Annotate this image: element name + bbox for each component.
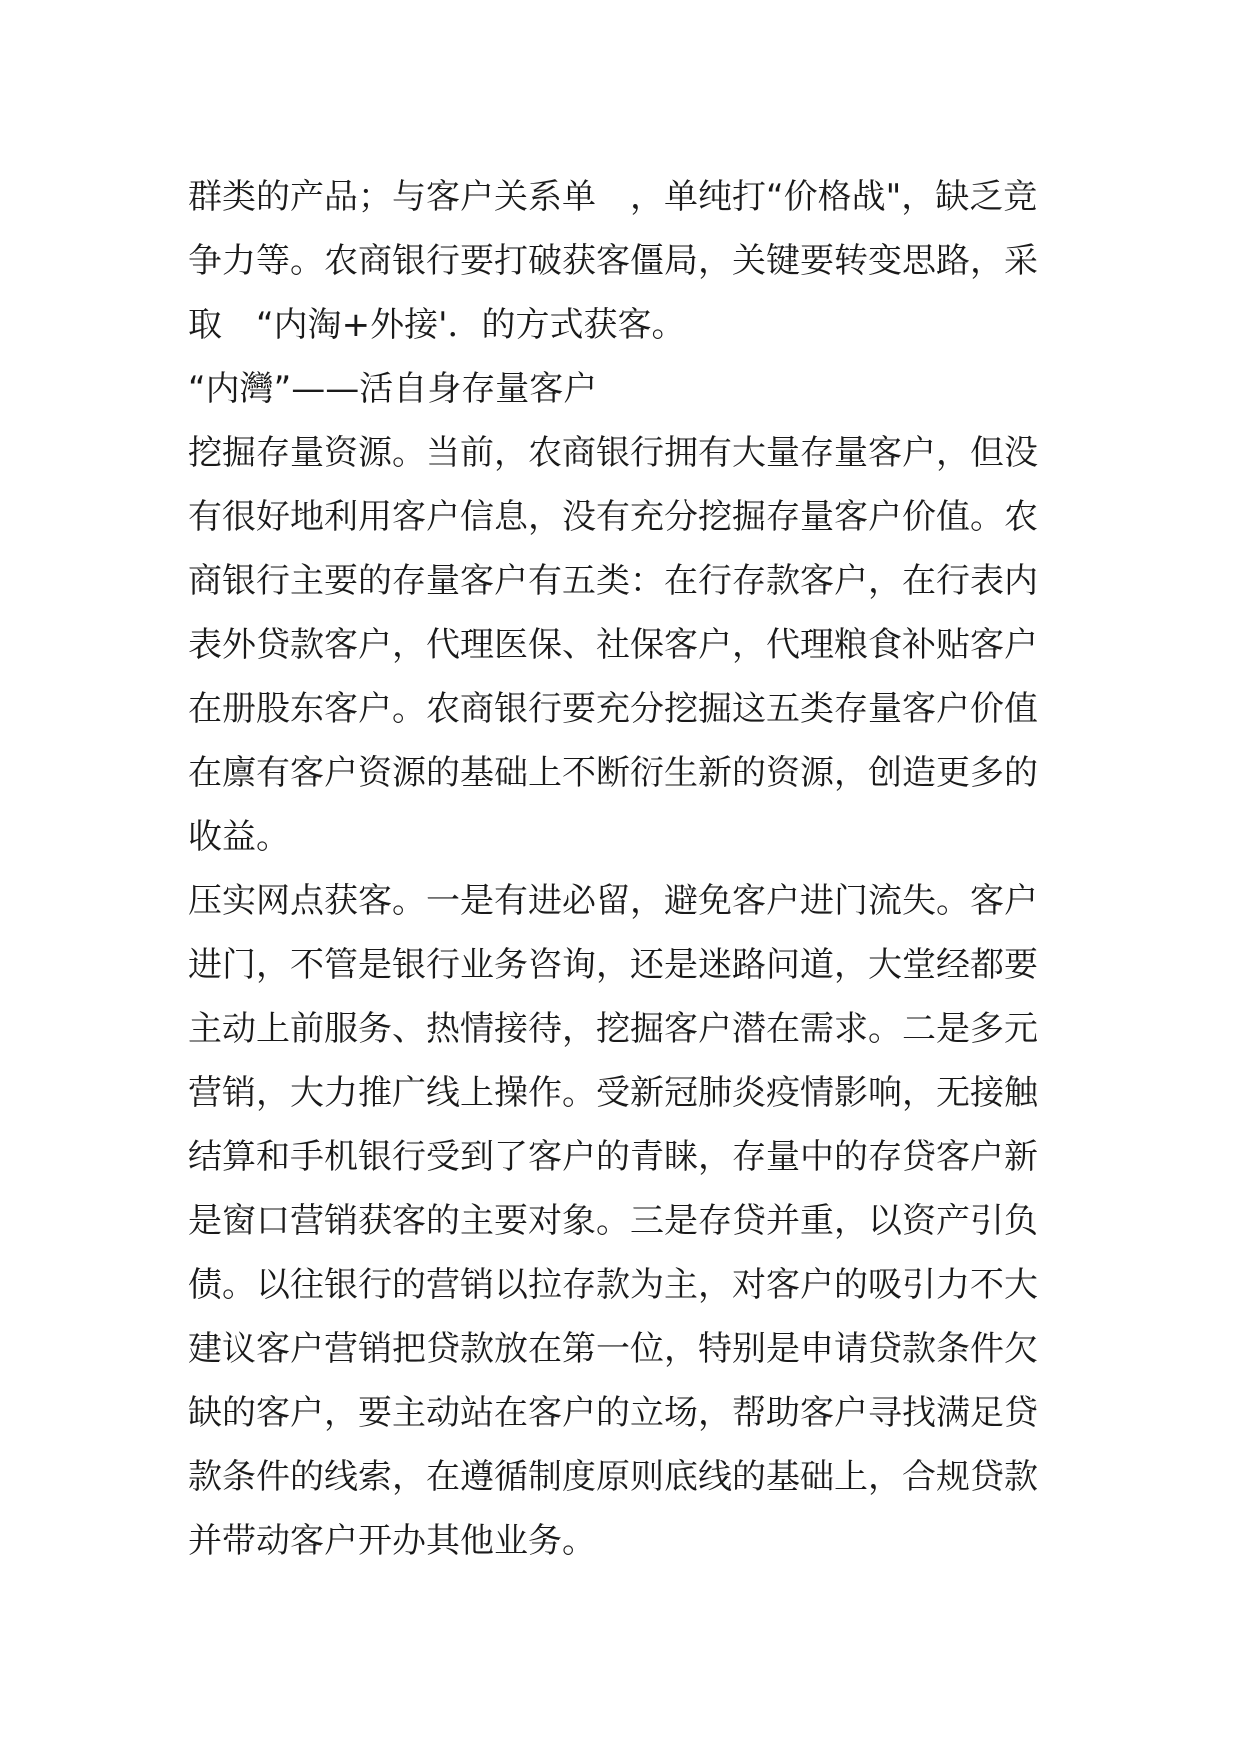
section-heading: “内灣”——活自身存量客户 (188, 369, 598, 409)
text-line: 主动上前服务、热情接待，挖掘客户潜在需求。二是多元 (188, 1009, 1038, 1049)
text-line: 商银行主要的存量客户有五类：在行存款客户，在行表内 (188, 561, 1038, 601)
text-line: 进门，不管是银行业务咨询，还是迷路问道，大堂经都要 (188, 945, 1038, 985)
text-line: 并带动客户开办其他业务。 (188, 1521, 596, 1561)
text-line: 群类的产品；与客户关系单 ，单纯打“价格战"，缺乏竞 (188, 177, 1038, 217)
text-line: 表外贷款客户，代理医保、社保客户，代理粮食补贴客户 (188, 625, 1038, 665)
text-line: 压实网点获客。一是有进必留，避免客户进门流失。客户 (188, 881, 1038, 921)
text-line: 是窗口营销获客的主要对象。三是存贷并重，以资产引负 (188, 1201, 1038, 1241)
text-line: 款条件的线索，在遵循制度原则底线的基础上，合规贷款 (188, 1457, 1038, 1497)
text-line: 争力等。农商银行要打破获客僵局，关键要转变思路，采 (188, 241, 1038, 281)
text-line: 债。以往银行的营销以拉存款为主，对客户的吸引力不大 (188, 1265, 1038, 1305)
text-line: 缺的客户，要主动站在客户的立场，帮助客户寻找满足贷 (188, 1393, 1038, 1433)
text-line: 取 “内淘+外接'．的方式获客。 (188, 305, 686, 345)
text-line: 营销，大力推广线上操作。受新冠肺炎疫情影响，无接触 (188, 1073, 1038, 1113)
text-line: 结算和手机银行受到了客户的青睐，存量中的存贷客户新 (188, 1137, 1038, 1177)
text-line: 收益。 (188, 817, 290, 857)
text-line: 挖掘存量资源。当前，农商银行拥有大量存量客户，但没 (188, 433, 1038, 473)
text-line: 在册股东客户。农商银行要充分挖掘这五类存量客户价值 (188, 689, 1038, 729)
body-text (188, 165, 1068, 1573)
text-line: 建议客户营销把贷款放在第一位，特别是申请贷款条件欠 (188, 1329, 1038, 1369)
text-line: 在廪有客户资源的基础上不断衍生新的资源，创造更多的 (188, 753, 1038, 793)
text-line: 有很好地利用客户信息，没有充分挖掘存量客户价值。农 (188, 497, 1038, 537)
